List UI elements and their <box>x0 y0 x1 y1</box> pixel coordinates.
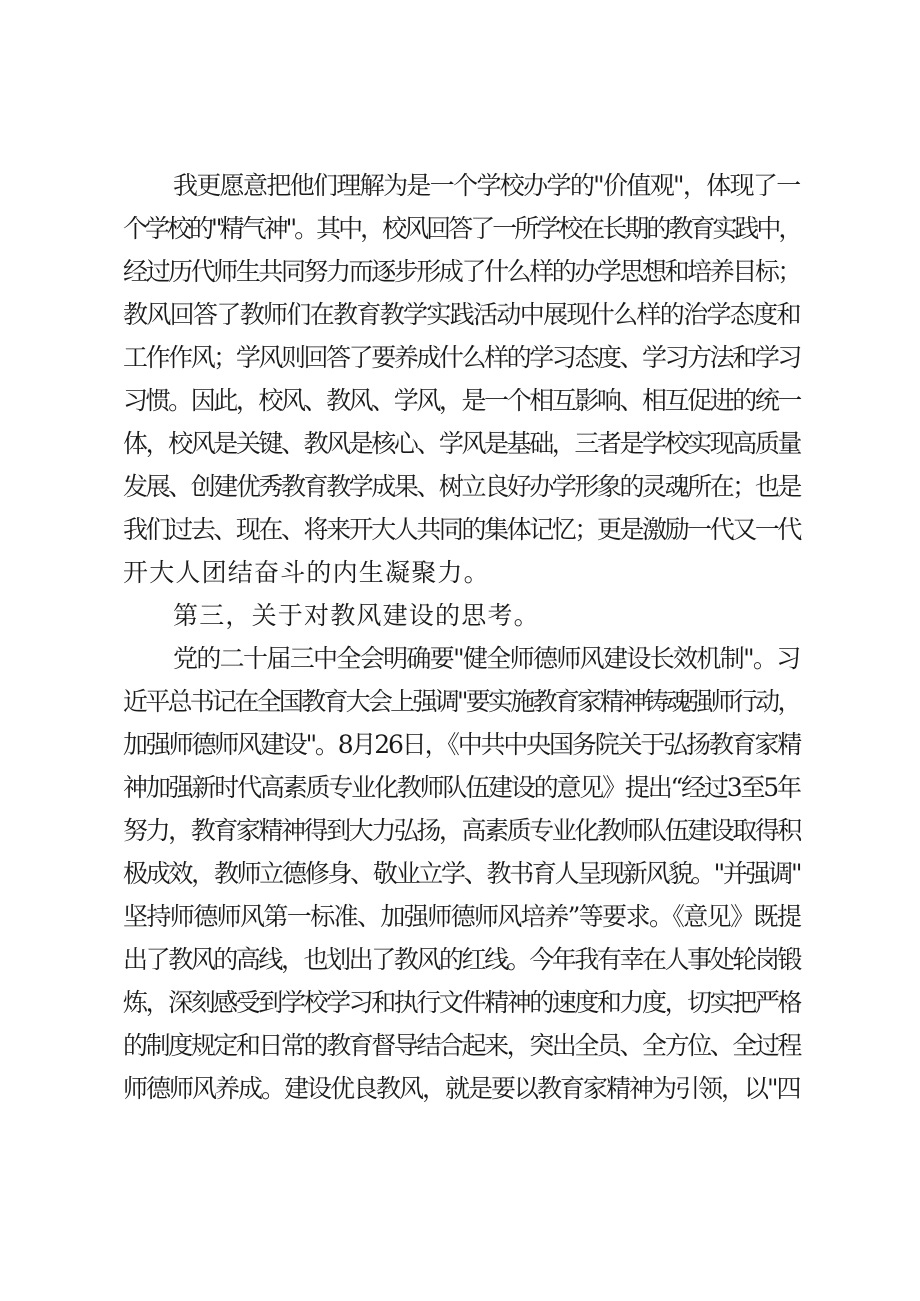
paragraph-1-line-3: 经过历代师生共同努力而逐步形成了什么样的办学思想和培养目标； <box>123 257 801 286</box>
paragraph-3-line-9: 炼，深刻感受到学校学习和执行文件精神的速度和力度，切实把严格 <box>123 988 801 1017</box>
paragraph-3-line-1: 党的二十届三中全会明确要"健全师德师风建设长效机制"。习 <box>173 644 800 673</box>
paragraph-1-line-1: 我更愿意把他们理解为是一个学校办学的"价值观"，体现了一 <box>173 171 800 200</box>
paragraph-1-line-6: 习惯。因此，校风、教风、学风，是一个相互影响、相互促进的统一 <box>123 386 801 415</box>
paragraph-1-line-2: 个学校的"精气神"。其中，校风回答了一所学校在长期的教育实践中， <box>123 214 801 243</box>
paragraph-1-line-5: 工作作风；学风则回答了要养成什么样的学习态度、学习方法和学习 <box>123 343 801 372</box>
paragraph-3-line-8: 出了教风的高线，也划出了教风的红线。今年我有幸在人事处轮岗锻 <box>123 945 801 974</box>
paragraph-1-line-9: 我们过去、现在、将来开大人共同的集体记忆；更是激励一代又一代 <box>123 515 801 544</box>
paragraph-3-line-7: 坚持师德师风第一标准、加强师德师风培养”等要求。《意见》既提 <box>123 902 801 931</box>
paragraph-1-line-10: 开大人团结奋斗的内生凝聚力。 <box>123 558 490 587</box>
paragraph-3-line-5: 努力，教育家精神得到大力弘扬，高素质专业化教师队伍建设取得积 <box>123 816 801 845</box>
paragraph-3-line-3: 加强师德师风建设"。8月26日，《中共中央国务院关于弘扬教育家精 <box>123 730 801 759</box>
paragraph-3-line-10: 的制度规定和日常的教育督导结合起来，突出全员、全方位、全过程 <box>123 1031 801 1060</box>
section-heading: 第三，关于对教风建设的思考。 <box>173 601 540 630</box>
paragraph-1-line-8: 发展、创建优秀教育教学成果、树立良好办学形象的灵魂所在；也是 <box>123 472 801 501</box>
paragraph-1-line-4: 教风回答了教师们在教育教学实践活动中展现什么样的治学态度和 <box>123 300 800 329</box>
paragraph-1-line-7: 体，校风是关键、教风是核心、学风是基础，三者是学校实现高质量 <box>123 429 801 458</box>
paragraph-3-line-6: 极成效，教师立德修身、敬业立学、教书育人呈现新风貌。"并强调" <box>123 859 801 888</box>
paragraph-3-line-2: 近平总书记在全国教育大会上强调"要实施教育家精神铸魂强师行动， <box>123 687 800 716</box>
paragraph-3-line-4: 神加强新时代高素质专业化教师队伍建设的意见》提出“经过3至5年 <box>123 773 800 802</box>
paragraph-3-line-11: 师德师风养成。建设优良教风，就是要以教育家精神为引领，以"四 <box>123 1074 800 1103</box>
